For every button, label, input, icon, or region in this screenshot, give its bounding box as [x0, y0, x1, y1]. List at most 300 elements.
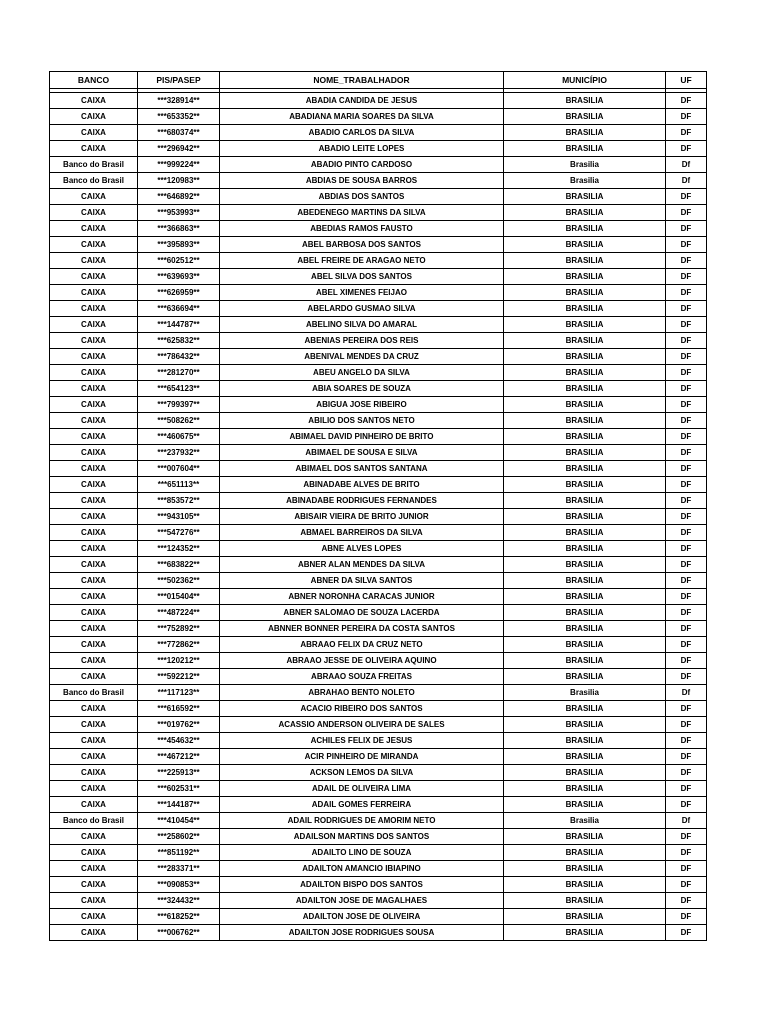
cell-pis-pasep: ***454632**: [138, 733, 220, 749]
cell-pis-pasep: ***639693**: [138, 269, 220, 285]
cell-nome: ADAIL RODRIGUES DE AMORIM NETO: [220, 813, 504, 829]
cell-nome: ADAIL GOMES FERREIRA: [220, 797, 504, 813]
cell-nome: ABIMAEL DOS SANTOS SANTANA: [220, 461, 504, 477]
cell-uf: DF: [666, 365, 707, 381]
cell-banco: CAIXA: [50, 909, 138, 925]
cell-pis-pasep: ***508262**: [138, 413, 220, 429]
cell-nome: ABNE ALVES LOPES: [220, 541, 504, 557]
cell-municipio: BRASILIA: [504, 349, 666, 365]
table-row: [50, 365, 707, 381]
cell-pis-pasep: ***646892**: [138, 189, 220, 205]
cell-pis-pasep: ***625832**: [138, 333, 220, 349]
cell-nome: ABADIANA MARIA SOARES DA SILVA: [220, 109, 504, 125]
cell-uf: DF: [666, 605, 707, 621]
header-nome-trabalhador: NOME_TRABALHADOR: [220, 72, 504, 89]
cell-uf: DF: [666, 445, 707, 461]
cell-pis-pasep: ***328914**: [138, 93, 220, 109]
cell-uf: DF: [666, 269, 707, 285]
cell-banco: Banco do Brasil: [50, 685, 138, 701]
table-row: [50, 557, 707, 573]
cell-pis-pasep: ***547276**: [138, 525, 220, 541]
table-header: [50, 72, 707, 93]
table-row: [50, 397, 707, 413]
cell-banco: CAIXA: [50, 93, 138, 109]
table-row: [50, 893, 707, 909]
cell-uf: DF: [666, 189, 707, 205]
cell-municipio: BRASILIA: [504, 525, 666, 541]
cell-pis-pasep: ***626959**: [138, 285, 220, 301]
cell-uf: DF: [666, 333, 707, 349]
cell-nome: ACASSIO ANDERSON OLIVEIRA DE SALES: [220, 717, 504, 733]
cell-nome: ABEL XIMENES FEIJAO: [220, 285, 504, 301]
cell-banco: CAIXA: [50, 893, 138, 909]
cell-municipio: BRASILIA: [504, 653, 666, 669]
cell-banco: CAIXA: [50, 237, 138, 253]
cell-banco: CAIXA: [50, 221, 138, 237]
cell-uf: DF: [666, 493, 707, 509]
cell-uf: DF: [666, 717, 707, 733]
cell-municipio: BRASILIA: [504, 797, 666, 813]
table-row: [50, 269, 707, 285]
cell-municipio: Brasilia: [504, 173, 666, 189]
table-row: [50, 461, 707, 477]
header-uf: UF: [666, 72, 707, 89]
cell-banco: CAIXA: [50, 541, 138, 557]
cell-uf: Df: [666, 685, 707, 701]
cell-municipio: BRASILIA: [504, 701, 666, 717]
cell-uf: DF: [666, 877, 707, 893]
cell-uf: Df: [666, 173, 707, 189]
cell-banco: CAIXA: [50, 781, 138, 797]
cell-nome: ABDIAS DOS SANTOS: [220, 189, 504, 205]
cell-pis-pasep: ***090853**: [138, 877, 220, 893]
table-row: [50, 157, 707, 173]
cell-municipio: BRASILIA: [504, 429, 666, 445]
cell-uf: DF: [666, 381, 707, 397]
cell-pis-pasep: ***502362**: [138, 573, 220, 589]
cell-uf: DF: [666, 253, 707, 269]
cell-nome: ABRAAO FELIX DA CRUZ NETO: [220, 637, 504, 653]
cell-banco: CAIXA: [50, 493, 138, 509]
cell-uf: DF: [666, 429, 707, 445]
table-row: [50, 669, 707, 685]
cell-uf: DF: [666, 125, 707, 141]
cell-uf: DF: [666, 557, 707, 573]
cell-banco: CAIXA: [50, 285, 138, 301]
cell-nome: ABADIO CARLOS DA SILVA: [220, 125, 504, 141]
cell-nome: ABNNER BONNER PEREIRA DA COSTA SANTOS: [220, 621, 504, 637]
cell-banco: CAIXA: [50, 253, 138, 269]
cell-municipio: BRASILIA: [504, 333, 666, 349]
table-row: [50, 221, 707, 237]
cell-uf: DF: [666, 413, 707, 429]
cell-pis-pasep: ***324432**: [138, 893, 220, 909]
cell-pis-pasep: ***467212**: [138, 749, 220, 765]
cell-banco: CAIXA: [50, 733, 138, 749]
cell-banco: CAIXA: [50, 381, 138, 397]
cell-nome: ABENIVAL MENDES DA CRUZ: [220, 349, 504, 365]
cell-nome: ACACIO RIBEIRO DOS SANTOS: [220, 701, 504, 717]
cell-nome: ABRAAO SOUZA FREITAS: [220, 669, 504, 685]
table-row: [50, 845, 707, 861]
cell-pis-pasep: ***786432**: [138, 349, 220, 365]
cell-nome: ABADIA CANDIDA DE JESUS: [220, 93, 504, 109]
cell-pis-pasep: ***144187**: [138, 797, 220, 813]
cell-banco: CAIXA: [50, 701, 138, 717]
cell-pis-pasep: ***120983**: [138, 173, 220, 189]
cell-uf: DF: [666, 573, 707, 589]
table-row: [50, 109, 707, 125]
cell-uf: DF: [666, 669, 707, 685]
cell-banco: CAIXA: [50, 413, 138, 429]
cell-uf: Df: [666, 813, 707, 829]
cell-uf: DF: [666, 237, 707, 253]
table-row: [50, 429, 707, 445]
cell-municipio: BRASILIA: [504, 461, 666, 477]
cell-nome: ABEL SILVA DOS SANTOS: [220, 269, 504, 285]
cell-municipio: BRASILIA: [504, 893, 666, 909]
cell-nome: ADAILTON BISPO DOS SANTOS: [220, 877, 504, 893]
worker-table: [49, 71, 707, 941]
cell-pis-pasep: ***654123**: [138, 381, 220, 397]
table-row: [50, 653, 707, 669]
cell-uf: DF: [666, 221, 707, 237]
cell-municipio: BRASILIA: [504, 397, 666, 413]
cell-uf: DF: [666, 349, 707, 365]
cell-municipio: BRASILIA: [504, 733, 666, 749]
header-municipio: MUNICÍPIO: [504, 72, 666, 89]
cell-nome: ABEL BARBOSA DOS SANTOS: [220, 237, 504, 253]
table-row: [50, 349, 707, 365]
cell-nome: ABIA SOARES DE SOUZA: [220, 381, 504, 397]
cell-banco: CAIXA: [50, 765, 138, 781]
table-row: [50, 381, 707, 397]
cell-municipio: BRASILIA: [504, 413, 666, 429]
table-row: [50, 589, 707, 605]
cell-municipio: Brasilia: [504, 157, 666, 173]
cell-municipio: BRASILIA: [504, 477, 666, 493]
table-row: [50, 909, 707, 925]
cell-municipio: BRASILIA: [504, 781, 666, 797]
cell-pis-pasep: ***019762**: [138, 717, 220, 733]
cell-municipio: BRASILIA: [504, 445, 666, 461]
cell-banco: CAIXA: [50, 429, 138, 445]
table-row: [50, 285, 707, 301]
cell-nome: ABIMAEL DE SOUSA E SILVA: [220, 445, 504, 461]
cell-municipio: Brasilia: [504, 685, 666, 701]
cell-nome: ABEDENEGO MARTINS DA SILVA: [220, 205, 504, 221]
cell-pis-pasep: ***752892**: [138, 621, 220, 637]
cell-pis-pasep: ***296942**: [138, 141, 220, 157]
cell-banco: Banco do Brasil: [50, 157, 138, 173]
cell-municipio: BRASILIA: [504, 605, 666, 621]
cell-banco: CAIXA: [50, 365, 138, 381]
cell-municipio: BRASILIA: [504, 141, 666, 157]
cell-banco: CAIXA: [50, 125, 138, 141]
cell-nome: ABIMAEL DAVID PINHEIRO DE BRITO: [220, 429, 504, 445]
cell-banco: CAIXA: [50, 749, 138, 765]
cell-nome: ABMAEL BARREIROS DA SILVA: [220, 525, 504, 541]
cell-municipio: BRASILIA: [504, 589, 666, 605]
cell-nome: ACKSON LEMOS DA SILVA: [220, 765, 504, 781]
cell-nome: ADAILTO LINO DE SOUZA: [220, 845, 504, 861]
cell-municipio: BRASILIA: [504, 749, 666, 765]
cell-nome: ABINADABE RODRIGUES FERNANDES: [220, 493, 504, 509]
cell-banco: CAIXA: [50, 637, 138, 653]
cell-uf: DF: [666, 781, 707, 797]
table-row: [50, 925, 707, 941]
cell-uf: DF: [666, 541, 707, 557]
cell-municipio: BRASILIA: [504, 509, 666, 525]
cell-pis-pasep: ***281270**: [138, 365, 220, 381]
cell-pis-pasep: ***602531**: [138, 781, 220, 797]
cell-municipio: Brasilia: [504, 813, 666, 829]
cell-banco: CAIXA: [50, 141, 138, 157]
cell-pis-pasep: ***636694**: [138, 301, 220, 317]
cell-banco: CAIXA: [50, 189, 138, 205]
table-row: [50, 749, 707, 765]
cell-uf: DF: [666, 509, 707, 525]
table-body: [50, 93, 707, 941]
cell-nome: ABDIAS DE SOUSA BARROS: [220, 173, 504, 189]
cell-banco: CAIXA: [50, 573, 138, 589]
cell-nome: ABISAIR VIEIRA DE BRITO JUNIOR: [220, 509, 504, 525]
cell-pis-pasep: ***366863**: [138, 221, 220, 237]
cell-municipio: BRASILIA: [504, 765, 666, 781]
cell-banco: CAIXA: [50, 317, 138, 333]
cell-pis-pasep: ***680374**: [138, 125, 220, 141]
cell-uf: DF: [666, 925, 707, 941]
cell-pis-pasep: ***410454**: [138, 813, 220, 829]
cell-banco: CAIXA: [50, 797, 138, 813]
cell-banco: CAIXA: [50, 589, 138, 605]
cell-pis-pasep: ***460675**: [138, 429, 220, 445]
cell-municipio: BRASILIA: [504, 621, 666, 637]
cell-uf: Df: [666, 157, 707, 173]
cell-nome: ADAILSON MARTINS DOS SANTOS: [220, 829, 504, 845]
table-row: [50, 477, 707, 493]
cell-banco: Banco do Brasil: [50, 173, 138, 189]
cell-municipio: BRASILIA: [504, 877, 666, 893]
table-row: [50, 877, 707, 893]
cell-uf: DF: [666, 621, 707, 637]
cell-pis-pasep: ***487224**: [138, 605, 220, 621]
cell-pis-pasep: ***772862**: [138, 637, 220, 653]
table-row: [50, 733, 707, 749]
table-row: [50, 573, 707, 589]
cell-uf: DF: [666, 797, 707, 813]
cell-municipio: BRASILIA: [504, 717, 666, 733]
cell-pis-pasep: ***653352**: [138, 109, 220, 125]
table-row: [50, 189, 707, 205]
cell-nome: ABNER NORONHA CARACAS JUNIOR: [220, 589, 504, 605]
cell-uf: DF: [666, 637, 707, 653]
table-row: [50, 509, 707, 525]
header-banco: BANCO: [50, 72, 138, 89]
cell-municipio: BRASILIA: [504, 637, 666, 653]
cell-uf: DF: [666, 141, 707, 157]
cell-pis-pasep: ***007604**: [138, 461, 220, 477]
table-row: [50, 125, 707, 141]
cell-municipio: BRASILIA: [504, 381, 666, 397]
cell-municipio: BRASILIA: [504, 285, 666, 301]
cell-nome: ABIGUA JOSE RIBEIRO: [220, 397, 504, 413]
cell-uf: DF: [666, 701, 707, 717]
cell-nome: ADAILTON AMANCIO IBIAPINO: [220, 861, 504, 877]
cell-uf: DF: [666, 109, 707, 125]
cell-nome: ABNER SALOMAO DE SOUZA LACERDA: [220, 605, 504, 621]
cell-nome: ABINADABE ALVES DE BRITO: [220, 477, 504, 493]
cell-pis-pasep: ***006762**: [138, 925, 220, 941]
cell-uf: DF: [666, 301, 707, 317]
cell-nome: ABNER ALAN MENDES DA SILVA: [220, 557, 504, 573]
cell-pis-pasep: ***651113**: [138, 477, 220, 493]
table-row: [50, 237, 707, 253]
cell-uf: DF: [666, 93, 707, 109]
cell-municipio: BRASILIA: [504, 909, 666, 925]
table-row: [50, 253, 707, 269]
cell-uf: DF: [666, 317, 707, 333]
cell-pis-pasep: ***225913**: [138, 765, 220, 781]
cell-uf: DF: [666, 733, 707, 749]
cell-banco: CAIXA: [50, 109, 138, 125]
cell-uf: DF: [666, 285, 707, 301]
cell-uf: DF: [666, 205, 707, 221]
table-row: [50, 493, 707, 509]
table-row: [50, 813, 707, 829]
cell-municipio: BRASILIA: [504, 829, 666, 845]
cell-pis-pasep: ***124352**: [138, 541, 220, 557]
cell-pis-pasep: ***683822**: [138, 557, 220, 573]
cell-pis-pasep: ***144787**: [138, 317, 220, 333]
table-row: [50, 605, 707, 621]
header-pis-pasep: PIS/PASEP: [138, 72, 220, 89]
table-row: [50, 445, 707, 461]
cell-banco: CAIXA: [50, 861, 138, 877]
cell-pis-pasep: ***258602**: [138, 829, 220, 845]
cell-banco: CAIXA: [50, 669, 138, 685]
cell-banco: CAIXA: [50, 605, 138, 621]
cell-municipio: BRASILIA: [504, 925, 666, 941]
cell-pis-pasep: ***943105**: [138, 509, 220, 525]
cell-nome: ABNER DA SILVA SANTOS: [220, 573, 504, 589]
cell-nome: ADAILTON JOSE DE OLIVEIRA: [220, 909, 504, 925]
cell-municipio: BRASILIA: [504, 365, 666, 381]
cell-nome: ABEU ANGELO DA SILVA: [220, 365, 504, 381]
cell-municipio: BRASILIA: [504, 269, 666, 285]
cell-pis-pasep: ***395893**: [138, 237, 220, 253]
cell-nome: ABADIO PINTO CARDOSO: [220, 157, 504, 173]
table-row: [50, 829, 707, 845]
cell-banco: CAIXA: [50, 445, 138, 461]
cell-pis-pasep: ***799397**: [138, 397, 220, 413]
cell-uf: DF: [666, 845, 707, 861]
cell-banco: Banco do Brasil: [50, 813, 138, 829]
cell-municipio: BRASILIA: [504, 845, 666, 861]
cell-municipio: BRASILIA: [504, 861, 666, 877]
cell-municipio: BRASILIA: [504, 125, 666, 141]
cell-banco: CAIXA: [50, 269, 138, 285]
cell-nome: ABEL FREIRE DE ARAGAO NETO: [220, 253, 504, 269]
cell-pis-pasep: ***618252**: [138, 909, 220, 925]
cell-pis-pasep: ***953993**: [138, 205, 220, 221]
cell-municipio: BRASILIA: [504, 557, 666, 573]
table-row: [50, 797, 707, 813]
cell-municipio: BRASILIA: [504, 253, 666, 269]
cell-nome: ACIR PINHEIRO DE MIRANDA: [220, 749, 504, 765]
cell-nome: ABILIO DOS SANTOS NETO: [220, 413, 504, 429]
cell-banco: CAIXA: [50, 717, 138, 733]
cell-municipio: BRASILIA: [504, 317, 666, 333]
cell-nome: ABENIAS PEREIRA DOS REIS: [220, 333, 504, 349]
cell-municipio: BRASILIA: [504, 541, 666, 557]
cell-municipio: BRASILIA: [504, 669, 666, 685]
cell-nome: ABELINO SILVA DO AMARAL: [220, 317, 504, 333]
cell-banco: CAIXA: [50, 205, 138, 221]
cell-municipio: BRASILIA: [504, 237, 666, 253]
cell-pis-pasep: ***117123**: [138, 685, 220, 701]
cell-pis-pasep: ***592212**: [138, 669, 220, 685]
cell-uf: DF: [666, 829, 707, 845]
table-row: [50, 301, 707, 317]
table-row: [50, 205, 707, 221]
cell-banco: CAIXA: [50, 525, 138, 541]
cell-nome: ACHILES FELIX DE JESUS: [220, 733, 504, 749]
table-row: [50, 861, 707, 877]
cell-uf: DF: [666, 477, 707, 493]
table-row: [50, 701, 707, 717]
cell-municipio: BRASILIA: [504, 189, 666, 205]
cell-nome: ABEDIAS RAMOS FAUSTO: [220, 221, 504, 237]
cell-pis-pasep: ***283371**: [138, 861, 220, 877]
cell-pis-pasep: ***015404**: [138, 589, 220, 605]
cell-uf: DF: [666, 765, 707, 781]
cell-uf: DF: [666, 397, 707, 413]
cell-nome: ABRAHAO BENTO NOLETO: [220, 685, 504, 701]
cell-banco: CAIXA: [50, 653, 138, 669]
cell-municipio: BRASILIA: [504, 493, 666, 509]
cell-pis-pasep: ***999224**: [138, 157, 220, 173]
table-row: [50, 781, 707, 797]
table-row: [50, 317, 707, 333]
cell-banco: CAIXA: [50, 301, 138, 317]
cell-nome: ADAILTON JOSE DE MAGALHAES: [220, 893, 504, 909]
cell-pis-pasep: ***120212**: [138, 653, 220, 669]
table-row: [50, 333, 707, 349]
cell-uf: DF: [666, 589, 707, 605]
table-row: [50, 93, 707, 109]
table-row: [50, 173, 707, 189]
cell-municipio: BRASILIA: [504, 221, 666, 237]
cell-banco: CAIXA: [50, 349, 138, 365]
cell-uf: DF: [666, 525, 707, 541]
cell-banco: CAIXA: [50, 477, 138, 493]
table-row: [50, 765, 707, 781]
cell-pis-pasep: ***237932**: [138, 445, 220, 461]
cell-nome: ADAILTON JOSE RODRIGUES SOUSA: [220, 925, 504, 941]
cell-banco: CAIXA: [50, 509, 138, 525]
cell-municipio: BRASILIA: [504, 93, 666, 109]
table-row: [50, 141, 707, 157]
cell-banco: CAIXA: [50, 829, 138, 845]
cell-nome: ABRAAO JESSE DE OLIVEIRA AQUINO: [220, 653, 504, 669]
cell-uf: DF: [666, 893, 707, 909]
table-row: [50, 525, 707, 541]
cell-banco: CAIXA: [50, 397, 138, 413]
cell-municipio: BRASILIA: [504, 205, 666, 221]
cell-uf: DF: [666, 909, 707, 925]
table-row: [50, 541, 707, 557]
